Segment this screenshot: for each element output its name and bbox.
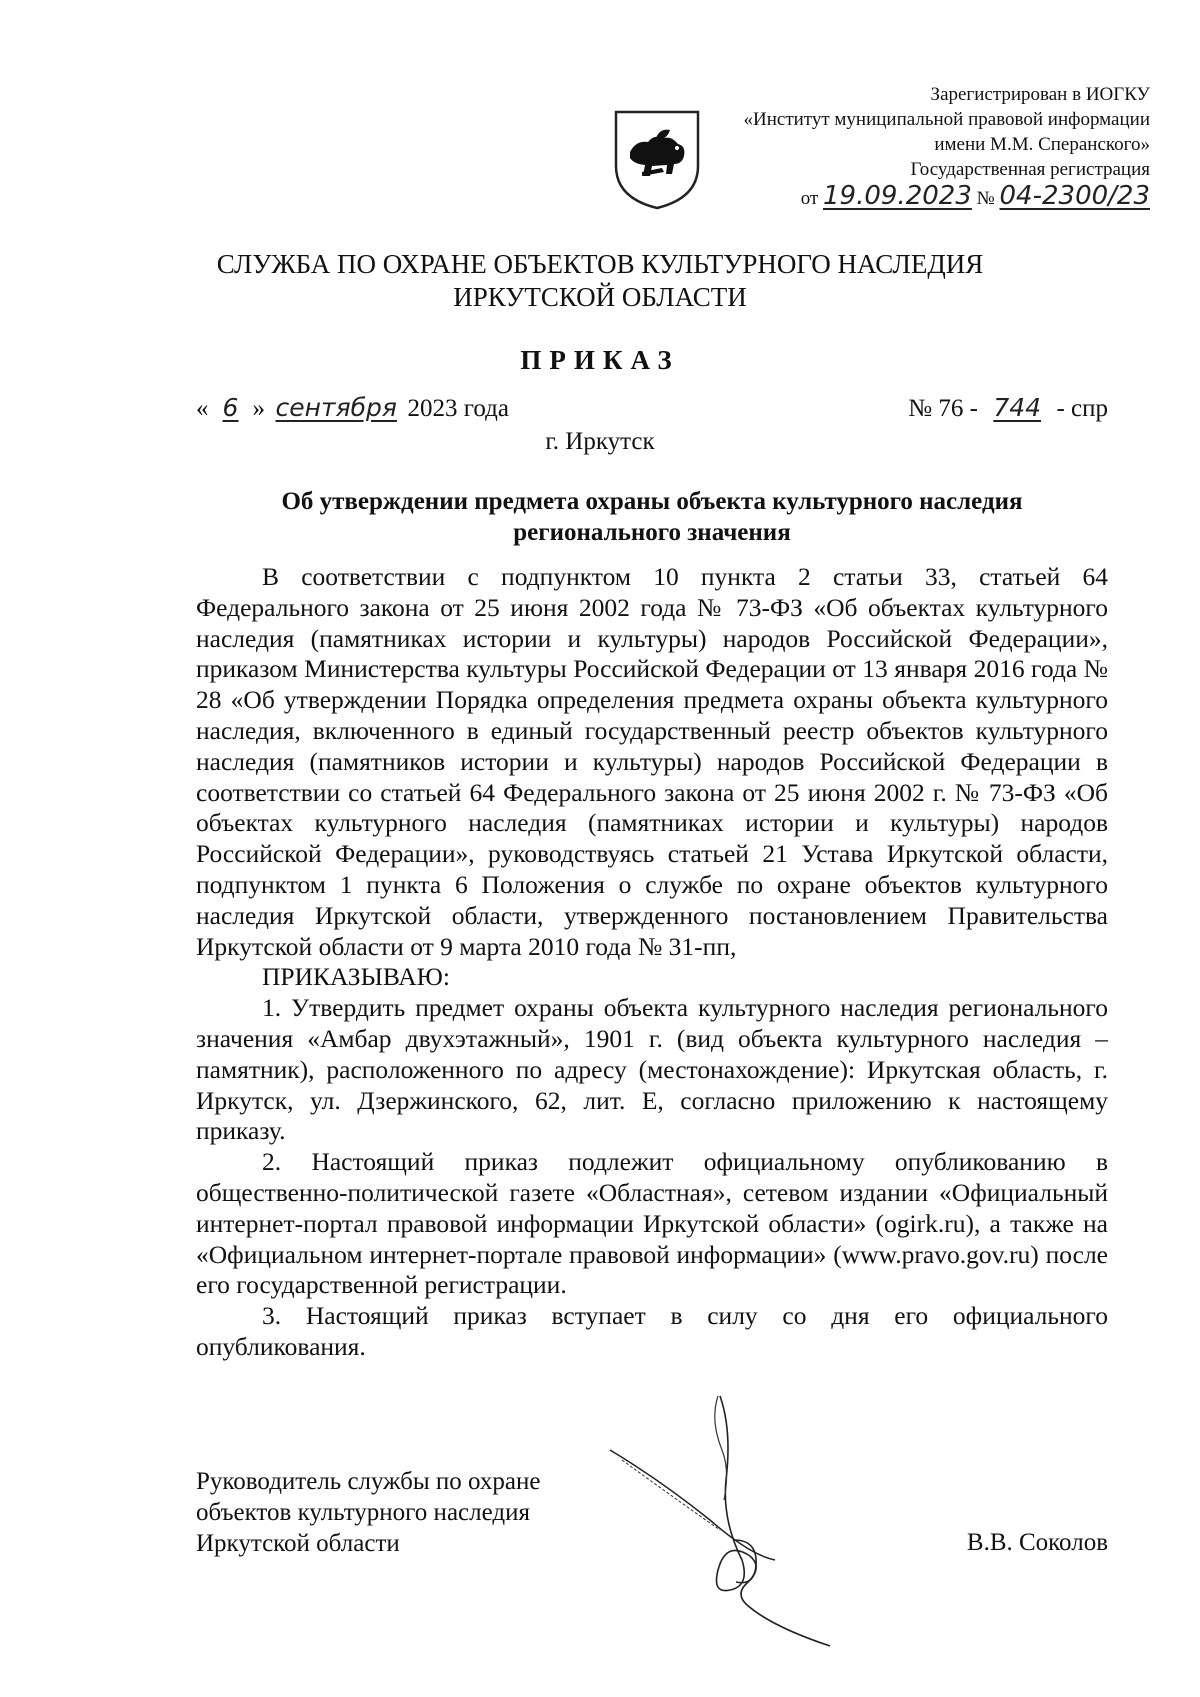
order-number-value: 744 (993, 393, 1042, 422)
position-line-1: Руководитель службы по охране (196, 1468, 541, 1495)
order-month: сентября (275, 393, 397, 422)
registration-stamp (630, 82, 1150, 211)
order-year: 2023 года (407, 395, 509, 422)
handwritten-signature-icon (600, 1390, 850, 1650)
order-body (196, 562, 1108, 1363)
registration-number-prefix: № (976, 188, 995, 209)
registration-line-4: Государственная регистрация (910, 159, 1150, 180)
registration-line-2: «Институт муниципальной правовой информации (743, 109, 1150, 130)
registration-line-3: имени М.М. Сперанского» (934, 134, 1150, 155)
order-subject (196, 486, 1108, 548)
subject-line-1: Об утверждении предмета охраны объекта культурного наследия (281, 488, 1023, 515)
agency-line-2: ИРКУТСКОЙ ОБЛАСТИ (453, 282, 747, 312)
registration-number: 04-2300/23 (999, 181, 1150, 211)
registration-line-1: Зарегистрирован в ИОГКУ (930, 84, 1150, 105)
order-item-2: 2. Настоящий приказ подлежит официальному опубликованию в общественно-политической газете «Областная», сетевом издании «Официальный интернет-портал правовой информации Иркутской области» (ogirk.ru), а также на «Официальном интернет-портале правовой информации» (www.pravo.gov.ru) после его государственной регистрации. (196, 1147, 1108, 1300)
signatory-name: В.В. Соколов (966, 1529, 1108, 1556)
order-city: г. Иркутск (545, 428, 655, 455)
preamble-paragraph: В соответствии с подпунктом 10 пункта 2 статьи 33, статьей 64 Федерального закона от 25 июня 2002 года № 73-ФЗ «Об объектах культурного наследия (памятниках истории и культуры) народов Российской Федерации», приказом Министерства культуры Российской Федерации от 13 января 2016 года № 28 «Об утверждении Порядка определения предмета охраны объекта культурного наследия, включенного в единый государственный реестр объектов культурного наследия (памятников истории и культуры) народов Российской Федерации в соответствии со статьей 64 Федерального закона от 25 июня 2002 г. № 73-ФЗ «Об объектах культурного наследия (памятниках истории и культуры) народов Российской Федерации», руководствуясь статьей 21 Устава Иркутской области, подпунктом 1 пункта 6 Положения о службе по охране объектов культурного наследия Иркутской области, утвержденного постановлением Правительства Иркутской области от 9 марта 2010 года № 31-пп, (196, 562, 1108, 961)
agency-line-1: СЛУЖБА ПО ОХРАНЕ ОБЪЕКТОВ КУЛЬТУРНОГО НАСЛЕДИЯ (216, 249, 984, 279)
agency-heading (0, 248, 1200, 314)
order-word: ПРИКАЗЫВАЮ: (262, 962, 450, 992)
order-date: « 6 » сентября 2023 года (196, 393, 509, 422)
registration-date: 19.09.2023 (823, 181, 972, 211)
document-type: ПРИКАЗ (520, 345, 680, 375)
order-number: № 76 - 744 - спр (908, 393, 1108, 422)
registration-number-line (630, 181, 1150, 211)
order-day: 6 (222, 393, 239, 422)
order-item-3: 3. Настоящий приказ вступает в силу со дня его официального опубликования. (196, 1301, 1108, 1361)
order-item-1: 1. Утвердить предмет охраны объекта культурного наследия регионального значения «Амбар двухэтажный», 1901 г. (вид объекта культурного наследия – памятник), расположенного по адресу (местонахождение): Иркутская область, г. Иркутск, ул. Дзержинского, 62, лит. Е, согласно приложению к настоящему приказу. (196, 993, 1108, 1146)
position-line-3: Иркутской области (196, 1530, 400, 1557)
subject-line-2: регионального значения (513, 519, 791, 546)
position-line-2: объектов культурного наследия (196, 1499, 530, 1526)
registration-date-prefix: от (800, 188, 819, 209)
signatory-position (196, 1466, 540, 1559)
